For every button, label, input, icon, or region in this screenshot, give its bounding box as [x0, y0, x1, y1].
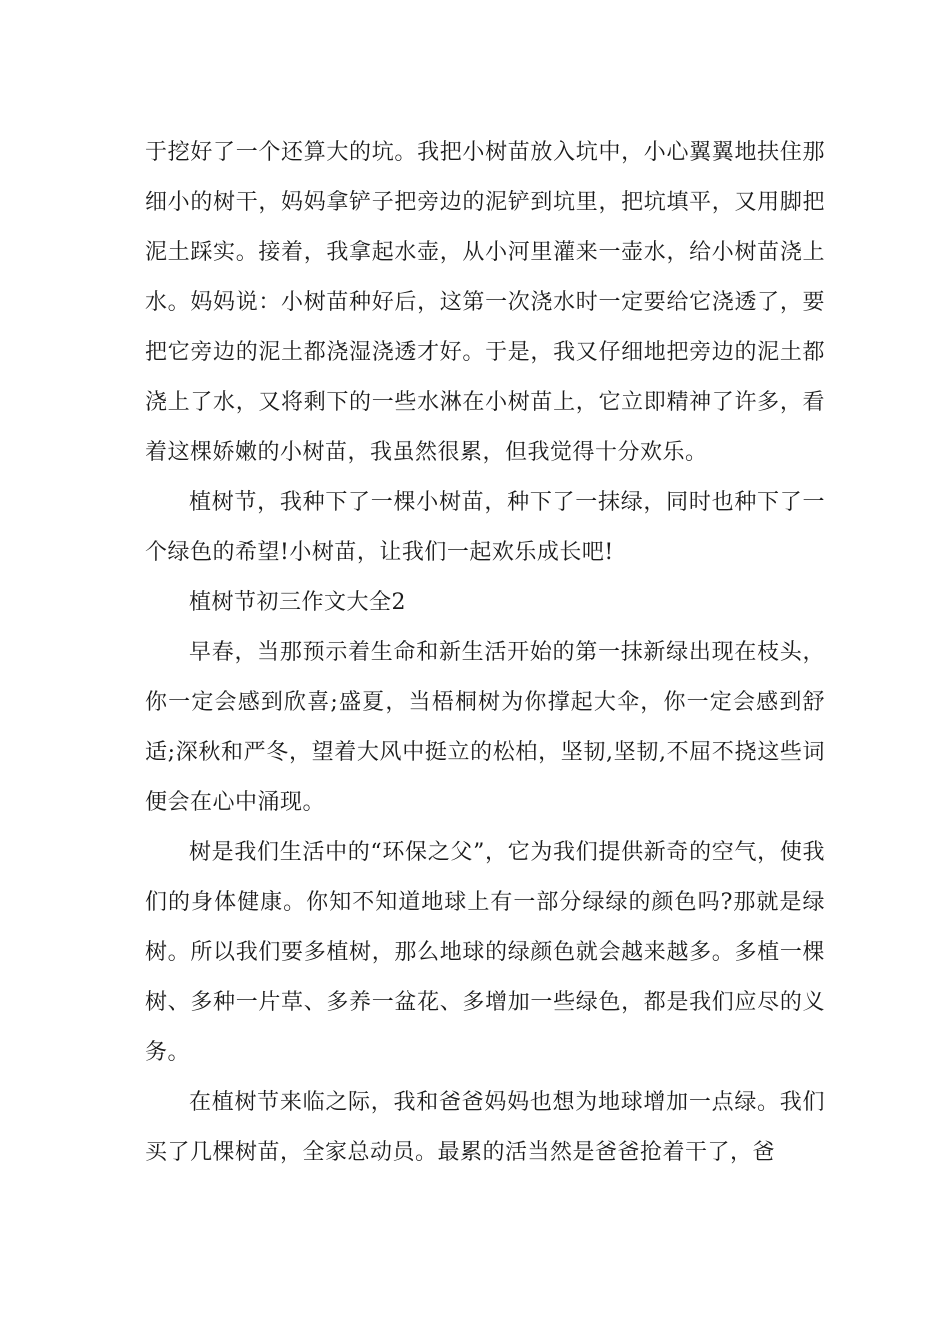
paragraph-trees-environment: 树是我们生活中的“环保之父”，它为我们提供新奇的空气，使我们的身体健康。你知不知道地球上有一部分绿绿的颜色吗?那就是绿树。所以我们要多植树，那么地球的绿颜色就会越来越多。多植一棵树、多种一片草、多养一盆花、多增加一些绿色，都是我们应尽的义务。	[145, 840, 825, 1065]
paragraph-conclusion: 植树节，我种下了一棵小树苗，种下了一抹绿，同时也种下了一个绿色的希望!小树苗，让我们一起欢乐成长吧!	[145, 490, 825, 565]
essay-title: 植树节初三作文大全2	[189, 590, 406, 615]
paragraph-planting-story: 于挖好了一个还算大的坑。我把小树苗放入坑中，小心翼翼地扶住那细小的树干，妈妈拿铲子把旁边的泥铲到坑里，把坑填平，又用脚把泥土踩实。接着，我拿起水壶，从小河里灌来一壶水，给小树苗浇上水。妈妈说：小树苗种好后，这第一次浇水时一定要给它浇透了，要把它旁边的泥土都浇湿浇透才好。于是，我又仔细地把旁边的泥土都浇上了水，又将剩下的一些水淋在小树苗上，它立即精神了许多，看着这棵娇嫩的小树苗，我虽然很累，但我觉得十分欢乐。	[145, 140, 825, 465]
document-page	[145, 128, 825, 1178]
paragraph-seasons: 早春，当那预示着生命和新生活开始的第一抹新绿出现在枝头，你一定会感到欣喜;盛夏，当梧桐树为你撑起大伞，你一定会感到舒适;深秋和严冬，望着大风中挺立的松柏，坚韧,坚韧,不屈不挠这些词便会在心中涌现。	[145, 640, 825, 815]
paragraph-family-planting: 在植树节来临之际，我和爸爸妈妈也想为地球增加一点绿。我们买了几棵树苗，全家总动员。最累的活当然是爸爸抢着干了，爸	[145, 1090, 825, 1165]
